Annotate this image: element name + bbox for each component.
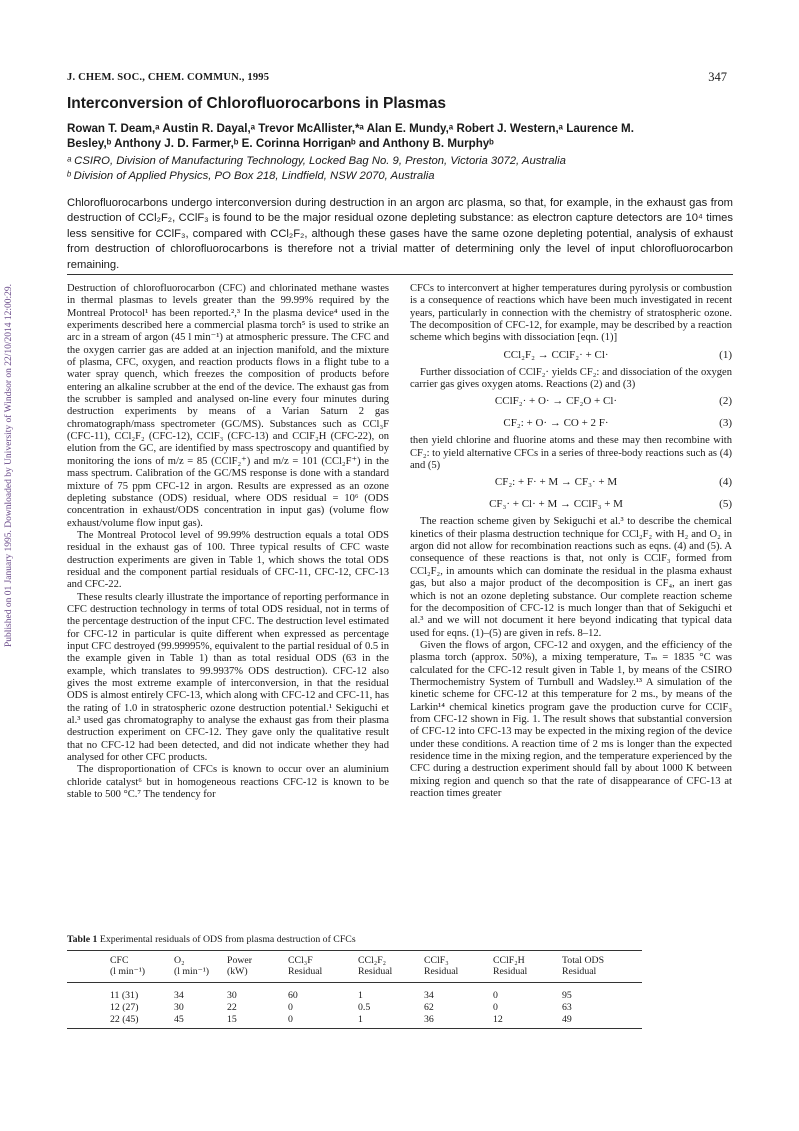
table-cell: 22 (45): [110, 1014, 139, 1025]
table-cell: 12 (27): [110, 1002, 139, 1013]
table-cell: 0: [288, 1002, 293, 1013]
table-header-cell: O₂: [174, 955, 185, 966]
table-cell: 30: [227, 990, 237, 1001]
body-paragraph: CFCs to interconvert at higher temperatures during pyrolysis or combustion is a consequence of reactions which have been much investigated in recent years, particularly in connection with the chemistry of stratospheric ozone. The decomposition of CFC-12, for example, may be described by a reaction scheme which begins with dissociation [eqn. (1)]: [410, 283, 732, 344]
table-cell: 36: [424, 1014, 434, 1025]
table-header-rule: [67, 982, 642, 983]
table-caption-text: Experimental residuals of ODS from plasma destruction of CFCs: [99, 934, 356, 945]
body-paragraph: The reaction scheme given by Sekiguchi et al.³ to describe the chemical kinetics of their plasma destruction technique for CCl₂F₂ with H₂ and O₂ in argon did not allow for recombination reactions such as eqns. (4) and (5). A consequence of these reactions is that, not only is CClF₃ formed from CCl₂F₂, in amounts which can dominate the residual in the plasma exhaust gas, but also a major product of the decomposition is CF₄, an inert gas which is not an ozone depleting substance. Our complete reaction scheme for the decomposition of CFC-12 is much longer than that of Sekiguchi et al.³ and we will not document it here beyond indicating that typical data used for eqns. (1)–(5) are given in refs. 8–12.: [410, 516, 732, 639]
table-header-cell: Residual: [493, 966, 528, 977]
body-paragraph: Further dissociation of CClF₂· yields CF₂: and dissociation of the oxygen carrier gas gives oxygen atoms. Reactions (2) and (3): [410, 366, 732, 391]
equation-expression: CClF₂· + O· → CF₂O + Cl·: [494, 395, 618, 408]
table-cell: 63: [562, 1002, 572, 1013]
right-column: [410, 283, 732, 800]
table-header-cell: Residual: [562, 966, 597, 977]
equation-number: (2): [719, 395, 732, 408]
table-cell: 49: [562, 1014, 572, 1025]
affiliation-b: ᵇ Division of Applied Physics, PO Box 218, Lindfield, NSW 2070, Australia: [67, 170, 435, 182]
equation-number: (1): [719, 348, 732, 361]
table-header-cell: (kW): [227, 966, 248, 977]
left-column: [67, 283, 389, 801]
table-cell: 12: [493, 1014, 503, 1025]
table-header-cell: (l min⁻¹): [110, 966, 146, 977]
table-cell: 30: [174, 1002, 184, 1013]
article-title: Interconversion of Chlorofluorocarbons in Plasmas: [67, 95, 446, 112]
equation-number: (3): [719, 417, 732, 430]
table-header-cell: (l min⁻¹): [174, 966, 210, 977]
equation-expression: CF₃· + Cl· + M → CClF₃ + M: [489, 498, 623, 511]
affiliation-a: ᵃ CSIRO, Division of Manufacturing Technology, Locked Bag No. 9, Preston, Victoria 3072, Australia: [67, 155, 566, 167]
abstract-divider: [67, 274, 733, 275]
affiliations: [67, 154, 732, 184]
running-header: [67, 72, 727, 88]
equation-5: [410, 494, 732, 516]
body-paragraph: Given the flows of argon, CFC-12 and oxygen, and the efficiency of the plasma torch (approx. 50%), a mixing temperature, Tₘ = 1835 °C was calculated for the CFC-12 result given in Table 1, by means of the CSIRO Thermochemistry System of Turnbull and Wadsley.¹³ A simulation of the kinetic scheme for CFC-12 at this temperature for 2 ms., by means of the Larkin¹⁴ chemical kinetics program gave the production curve for CClF₃ from CFC-12 shown in Fig. 1. The result shows that substantial conversion of CFC-12 into CFC-13 may be expected in the mixing region of the device under these conditions. A reaction time of 2 ms is longer than the expected residence time in the mixing region, and the temperature experienced by the CFC during a destruction experiment should fall by about 1000 K between mixing region and quench so that the rate of disappearance of CFC-13 at reaction times greater: [410, 639, 732, 799]
author-list: [67, 121, 732, 151]
table-cell: 45: [174, 1014, 184, 1025]
body-paragraph: The Montreal Protocol level of 99.99% destruction equals a total ODS residual in the exhaust gas of 100. Three typical results of CFC waste destruction experiments are given in Table 1, which shows the total ODS residual and the component partial residuals of CFC-11, CFC-12, CFC-13 and CFC-22.: [67, 529, 389, 591]
equation-number: (5): [719, 498, 732, 511]
table-header-cell: CFC: [110, 955, 129, 966]
table-header-cell: CCl₃F: [288, 955, 313, 966]
table-cell: 34: [174, 990, 184, 1001]
table-cell: 95: [562, 990, 572, 1001]
table-cell: 62: [424, 1002, 434, 1013]
table-cell: 34: [424, 990, 434, 1001]
table-top-rule: [67, 950, 642, 951]
body-paragraph: Destruction of chlorofluorocarbon (CFC) and chlorinated methane wastes in thermal plasmas to levels greater than the 99.99% required by the Montreal Protocol¹ has been reported.²,³ In the plasma device⁴ used in the experiments described here a commercial plasma torch⁵ is used to strike an arc in a stream of argon (45 l min⁻¹) at atmospheric pressure. The CFC and the oxygen carrier gas are added at an injection manifold, and the mixture of plasma, CFC, oxygen, and reaction products flows in a flight tube to a water spray quench, which freezes the composition of products before entering an alkaline scrubber at the end of the device. The exhaust gas from the scrubber is sampled and analysed on-line every four minutes during destruction experiments by means of a Varian Saturn 2 gas chromatograph/mass spectrometer (GC/MS). Substances such as CCl₃F (CFC-11), CCl₂F₂ (CFC-12), CClF₃ (CFC-13) and CClF₂H (CFC-22), on elution from the GC, are identified by mass spectroscopy and quantified by monitoring the ions of m/z = 85 (CClF₂⁺) and m/z = 101 (CCl₂F⁺) in the mass spectrum. Calibration of the GC/MS response is done with a standard mixture of 75 ppm CFC-12 in argon. Results are expressed as an ozone depleting substance (ODS) residual, where ODS residual = 10⁶ (ODS concentration in exhaust/ODS concentration in input gas) (volume flow exhaust/volume flow input gas).: [67, 283, 389, 529]
equation-number: (4): [719, 476, 732, 489]
table-cell: 22: [227, 1002, 237, 1013]
table-header-cell: Residual: [424, 966, 459, 977]
equation-1: [410, 345, 732, 367]
table-cell: 0.5: [358, 1002, 371, 1013]
table-cell: 1: [358, 990, 363, 1001]
journal-citation: J. CHEM. SOC., CHEM. COMMUN., 1995: [67, 72, 270, 83]
equation-2: [410, 391, 732, 413]
author-line: Rowan T. Deam,ᵃ Austin R. Dayal,ᵃ Trevor McAllister,*ᵃ Alan E. Mundy,ᵃ Robert J. Western,ᵃ Laurence M.: [67, 122, 634, 135]
body-paragraph: The disproportionation of CFCs is known to occur over an aluminium chloride catalyst⁶ but in homogeneous reactions CFC-12 is known to be stable to 500 °C.⁷ The tendency for: [67, 764, 389, 801]
equation-expression: CCl₂F₂ → CClF₂· + Cl·: [503, 348, 609, 361]
table-caption: [67, 934, 667, 945]
table-label: Table 1: [67, 934, 98, 945]
body-paragraph: then yield chlorine and fluorine atoms and these may then recombine with CF₂: to yield alternative CFCs in a series of three-body reactions such as (4) and (5): [410, 435, 732, 472]
table-cell: 11 (31): [110, 990, 139, 1001]
table-header-cell: Power: [227, 955, 253, 966]
table-cell: 0: [493, 1002, 498, 1013]
download-notice: Published on 01 January 1995. Downloaded by University of Windsor on 22/10/2014 12:00:29.: [4, 283, 14, 647]
table-header-cell: Residual: [288, 966, 323, 977]
table-cell: 0: [288, 1014, 293, 1025]
table-header-cell: CCl₂F₂: [358, 955, 387, 966]
table-bottom-rule: [67, 1028, 642, 1029]
page-number: 347: [708, 70, 727, 84]
table-header-cell: CClF₂H: [493, 955, 525, 966]
table-header-cell: Residual: [358, 966, 393, 977]
equation-expression: CF₂: + O· → CO + 2 F·: [503, 417, 609, 430]
table-cell: 60: [288, 990, 298, 1001]
equation-expression: CF₂: + F· + M → CF₃· + M: [494, 476, 618, 489]
body-paragraph: These results clearly illustrate the importance of reporting performance in CFC destruction technology in terms of total ODS residual, not in terms of the percentage destruction of the input CFC. The destruction level estimated for CFC-12 in particular is quite different when expressed as percentage input CFC destroyed (99.99995%, equivalent to the partial residual of 0.5 in the example given in Table 1) than as total residual ODS (63 in the example, which translates to 99.9937% ODS destruction). CFC-12 also gives the most extreme example of interconversion, in that the residual ODS is almost entirely CFC-13, which along with CFC-12 and CFC-11, has the rating of 1.0 in stratospheric ozone destruction potential.¹ Sekiguchi et al.³ used gas chromatography to analyse the exhaust gas from their plasma destruction experiment on CFC-12. They gave only the qualitative result that no CFC-12 had been detected, and did not indicate whether they had analysed for other CFC products.: [67, 591, 389, 764]
table-cell: 15: [227, 1014, 237, 1025]
abstract: Chlorofluorocarbons undergo interconversion during destruction in an argon arc plasma, so that, for example, in the exhaust gas from destruction of CCl₂F₂, CClF₃ is found to be the major residual ozone depleting substance: as electron capture detectors are 10⁴ times less sensitive for CClF₃, compared with CCl₂F₂, although these gases have the same ozone depleting potential, analysis of exhaust from destruction of chlorofluorocarbons is therefore not a trivial matter of determining only the level of input chlorofluorocarbon remaining.: [67, 197, 733, 271]
table-cell: 0: [493, 990, 498, 1001]
equation-4: [410, 472, 732, 494]
table-cell: 1: [358, 1014, 363, 1025]
author-line: Besley,ᵇ Anthony J. D. Farmer,ᵇ E. Corinna Horriganᵇ and Anthony B. Murphyᵇ: [67, 137, 494, 150]
table-header-cell: Total ODS: [562, 955, 605, 966]
table-header-cell: CClF₃: [424, 955, 449, 966]
equation-3: [410, 413, 732, 435]
